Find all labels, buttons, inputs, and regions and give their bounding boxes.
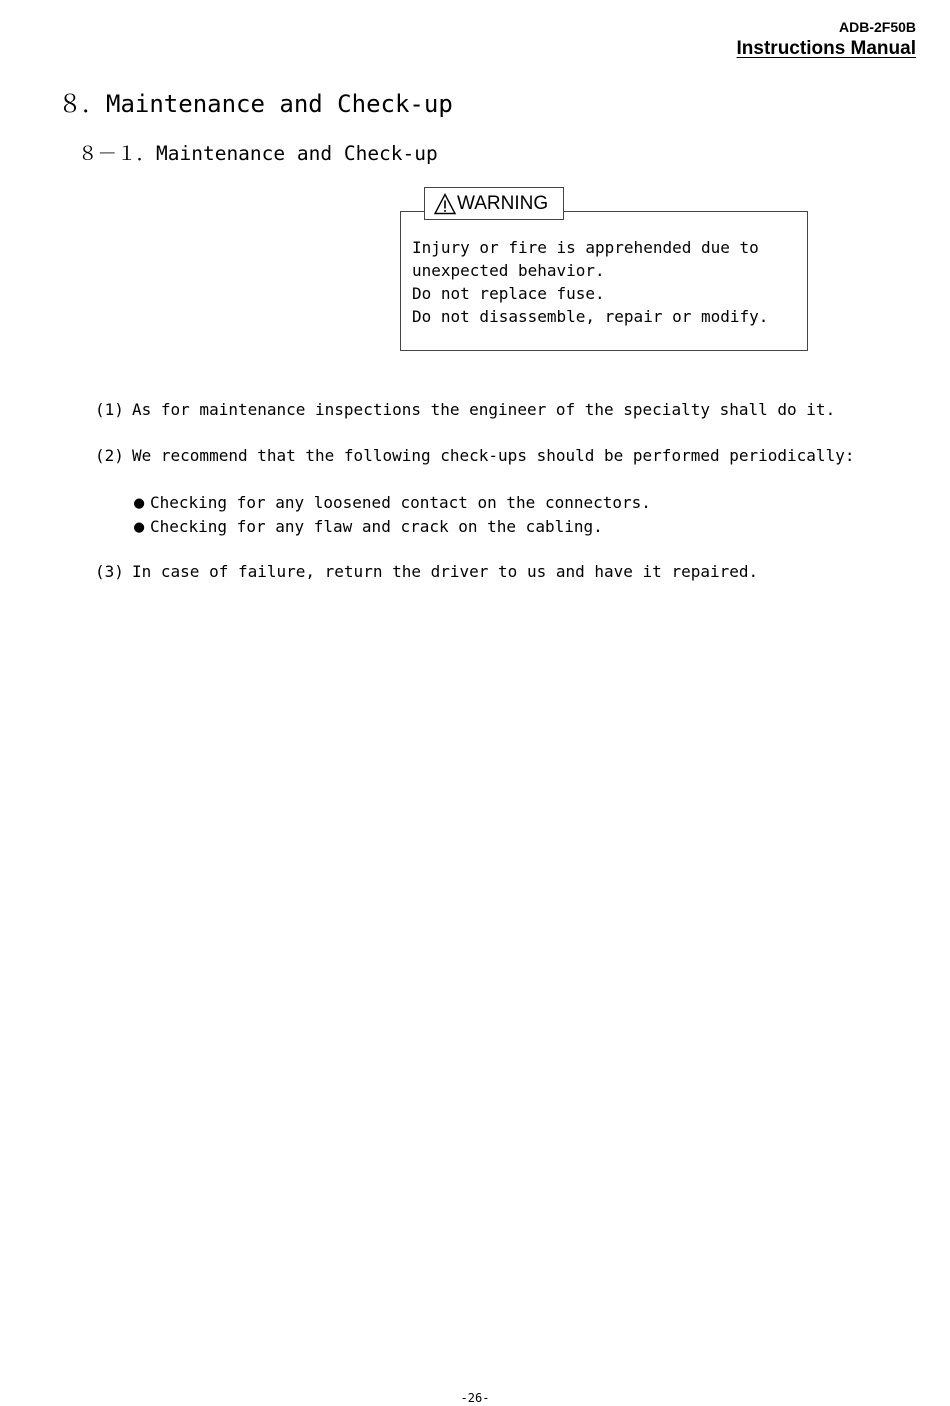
warning-triangle-icon — [434, 193, 456, 215]
item-number: (2) — [95, 446, 124, 465]
warning-line: Do not disassemble, repair or modify. — [412, 307, 769, 326]
bullet-icon: ● — [134, 493, 145, 513]
warning-label: WARNING — [457, 192, 549, 214]
list-item — [134, 515, 651, 539]
warning-line: unexpected behavior. — [412, 261, 605, 280]
item-text: As for maintenance inspections the engineer of the specialty shall do it. — [132, 400, 836, 419]
item-number: (1) — [95, 400, 124, 419]
paragraph-item-3 — [95, 560, 758, 583]
warning-tab — [424, 187, 564, 220]
list-item — [134, 491, 651, 515]
document-code: ADB-2F50B — [838, 19, 916, 35]
subsection-title: ８－１．Maintenance and Check-up — [78, 142, 438, 165]
list-item-text: Checking for any flaw and crack on the cabling. — [150, 517, 603, 536]
page-header — [737, 18, 916, 62]
list-item-text: Checking for any loosened contact on the connectors. — [150, 493, 651, 512]
item-number: (3) — [95, 562, 124, 581]
section-title: ８．Maintenance and Check-up — [58, 90, 453, 118]
warning-text — [412, 236, 768, 328]
page-number: -26- — [460, 1391, 490, 1405]
item-text: In case of failure, return the driver to us and have it repaired. — [132, 562, 759, 581]
item-text: We recommend that the following check-ups should be performed periodically: — [132, 446, 855, 465]
checklist — [134, 491, 651, 539]
bullet-icon: ● — [134, 517, 145, 537]
manual-title: Instructions Manual — [736, 38, 916, 59]
paragraph-item-1 — [95, 398, 835, 421]
paragraph-item-2 — [95, 444, 854, 467]
warning-line: Injury or fire is apprehended due to — [412, 238, 759, 257]
warning-line: Do not replace fuse. — [412, 284, 605, 303]
